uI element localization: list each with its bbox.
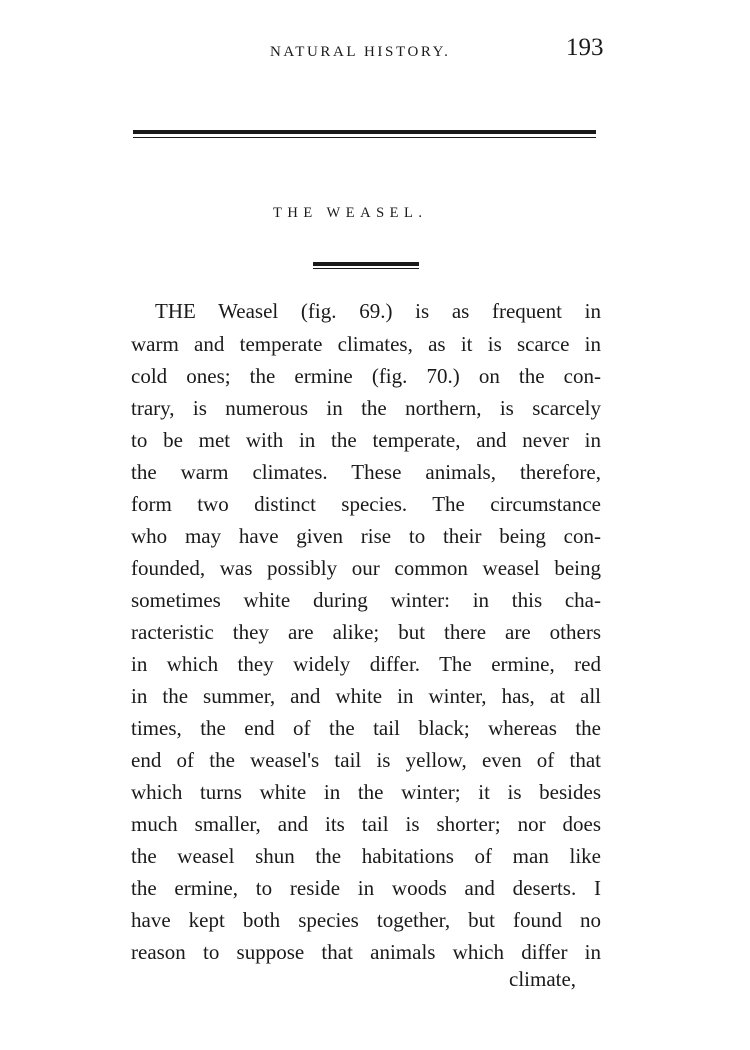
header-rule bbox=[133, 130, 596, 138]
text-line: THE Weasel (fig. 69.) is as frequent in bbox=[155, 299, 601, 323]
text-line: times, the end of the tail black; whereas the bbox=[131, 716, 601, 740]
catchword: climate, bbox=[509, 967, 577, 991]
text-line: which turns white in the winter; it is besides bbox=[131, 780, 601, 804]
text-line: who may have given rise to their being con- bbox=[131, 524, 601, 548]
running-head: NATURAL HISTORY. bbox=[270, 44, 451, 60]
text-line: founded, was possibly our common weasel being bbox=[131, 556, 601, 580]
text-line: warm and temperate climates, as it is scarce in bbox=[131, 332, 601, 356]
text-line: much smaller, and its tail is shorter; nor does bbox=[131, 812, 601, 836]
text-line: form two distinct species. The circumstance bbox=[131, 492, 601, 516]
text-line: the ermine, to reside in woods and deserts. I bbox=[131, 876, 601, 900]
text-line: racteristic they are alike; but there are others bbox=[131, 620, 601, 644]
text-line: in which they widely differ. The ermine, red bbox=[131, 652, 601, 676]
text-line: to be met with in the temperate, and never in bbox=[131, 428, 601, 452]
text-line: cold ones; the ermine (fig. 70.) on the con- bbox=[131, 364, 601, 388]
text-line: in the summer, and white in winter, has, at all bbox=[131, 684, 601, 708]
page-number: 193 bbox=[566, 34, 604, 61]
text-line: the weasel shun the habitations of man like bbox=[131, 844, 601, 868]
title-rule bbox=[313, 262, 419, 269]
text-line: the warm climates. These animals, therefore, bbox=[131, 460, 601, 484]
text-line: end of the weasel's tail is yellow, even of that bbox=[131, 748, 601, 772]
text-line: reason to suppose that animals which differ in bbox=[131, 940, 601, 964]
text-line: sometimes white during winter: in this cha- bbox=[131, 588, 601, 612]
text-line: have kept both species together, but found no bbox=[131, 908, 601, 932]
section-title: THE WEASEL. bbox=[273, 205, 428, 221]
text-line: trary, is numerous in the northern, is scarcely bbox=[131, 396, 601, 420]
